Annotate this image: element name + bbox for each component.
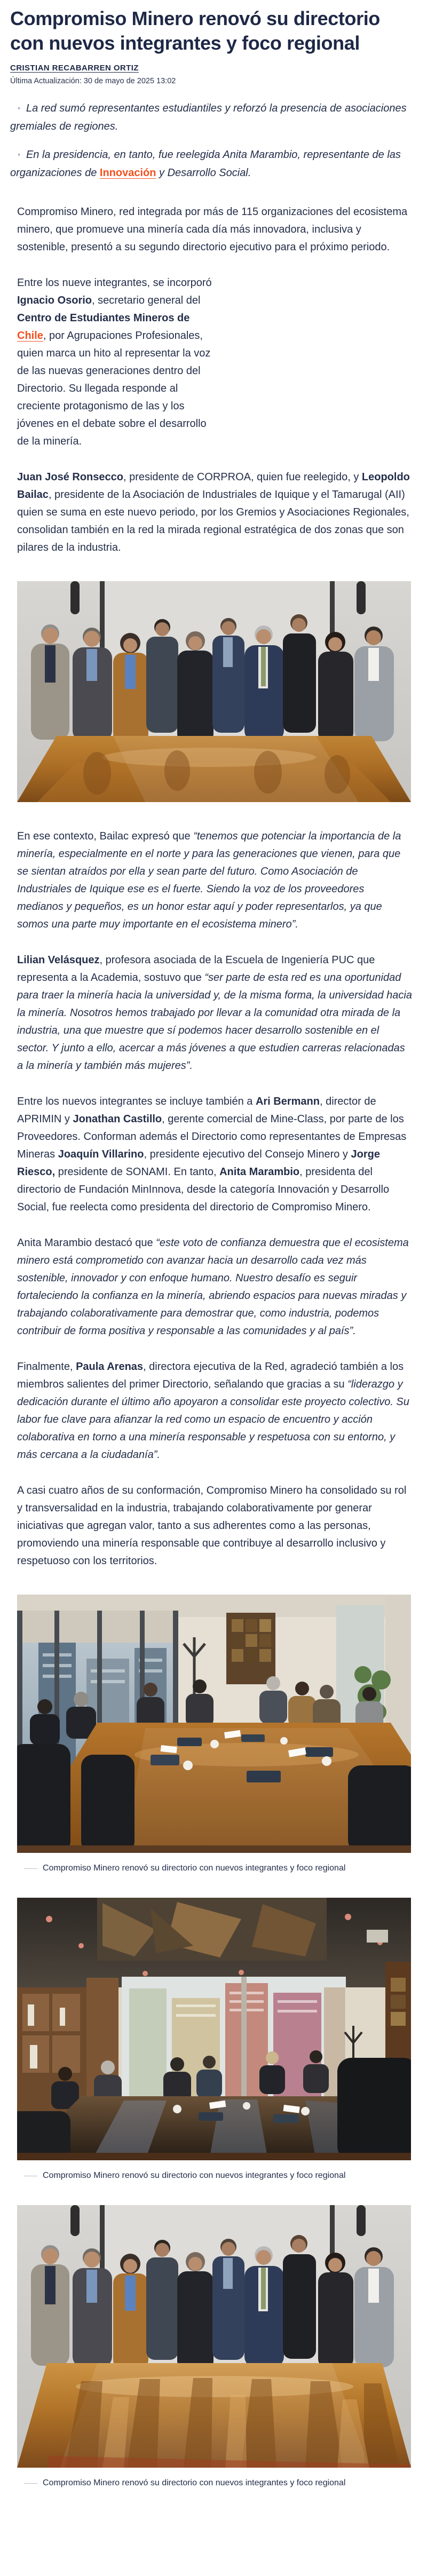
quote-text: “liderazgo y dedicación durante el último año apoyaron a consolidar este proyecto colectivo. Su labor fue clave para afianzar la red como un espacio de encuentro y acción colaborativa en torno a una minería responsable y respetuosa con su entorno, y más cercana a la ciudadanía”. [17,1378,409,1461]
photo-caption [24,2477,412,2489]
text-segment: Entre los nuevos integrantes se incluye también a [17,1096,256,1107]
article-paragraph [17,952,412,1075]
photo-directorio-group-1 [17,581,411,802]
text-segment: , directora ejecutiva de la Red, agradeció también a los miembros salientes del primer Directorio, señalando que gracias a su [17,1361,404,1390]
text-segment: , director de APRIMIN y [17,1096,376,1125]
innovacion-link[interactable]: Innovación [99,167,156,179]
article-photo-boardroom [17,1595,412,1874]
photo-caption [24,2170,412,2182]
text-segment: Finalmente, [17,1361,76,1373]
article-photo-boardroom-wide [17,1898,412,2182]
page-title: Compromiso Minero renovó su directorio con nuevos integrantes y foco regional [10,7,380,54]
person-name: Ignacio Osorio [17,295,92,306]
text-segment: y Desarrollo Social. [156,167,251,179]
bullet-circle-icon: ◦ [18,104,20,112]
text-segment: En ese contexto, Bailac expresó que [17,830,194,842]
byline-row [10,64,412,73]
person-name: Ari Bermann [255,1096,320,1107]
caption-text: Compromiso Minero renovó su directorio con nuevos integrantes y foco regional [43,2478,346,2487]
quote-text: “este voto de confianza demuestra que el ecosistema minero está comprometido con avanzar hacia un desarrollo cada vez más sostenible, innovador y con enfoque humano. Nuestro desafío es seguir fortaleciendo la confianza en la minería, abriendo espacios para nuevas miradas y trabajando colaborativamente para demostrar que, como industria, podemos contribuir de forma positiva y responsable a las comunidades y al país”. [17,1237,409,1337]
summary-bullet [10,100,412,136]
article-photo-group-standing-2 [17,2205,412,2489]
photo-directorio-group-2 [17,2205,411,2468]
text-segment: , presidenta del directorio de Fundación MinInnova, desde la categoría Innovación y Desarrollo Social, fue reelecta como presidenta del directorio de Compromiso Minero. [17,1166,390,1213]
text-segment: Entre los nueve integrantes, se incorporó [17,277,212,289]
person-name: Jorge Riesco, [17,1148,380,1178]
text-segment: , profesora asociada de la Escuela de Ingeniería PUC que representa a la Academia, sostuvo que [17,954,375,984]
person-name: Joaquín Villarino [58,1148,144,1160]
article-paragraph [17,469,412,557]
summary-bullet [10,146,412,182]
photo-caption [24,1862,412,1874]
text-segment: A casi cuatro años de su conformación, Compromiso Minero ha consolidado su rol y transversalidad en la industria, trabajando colaborativamente por generar iniciativas que agregan valor, tanto a sus adherentes como a las personas, promoviendo una minería responsable que contribuye al desarrollo inclusivo y respetuoso con los territorios. [17,1485,407,1567]
person-name: Juan José Ronsecco [17,471,123,483]
text-segment: Compromiso Minero, red integrada por más de 115 organizaciones del ecosistema minero, que promueve una minería cada día más innovadora, inclusiva y sostenible, presentó a su segundo directorio ejecutivo para el próximo periodo. [17,206,408,253]
text-segment: , secretario general del [92,295,201,306]
text-segment: En la presidencia, en tanto, fue reelegida Anita Marambio, representante de las organizaciones de [10,149,401,179]
person-name: Leopoldo Bailac [17,471,410,501]
photo-directorio-meeting-1 [17,1595,411,1853]
bullet-circle-icon: ◦ [18,150,20,158]
author-link[interactable]: CRISTIAN RECABARREN ORTIZ [10,64,139,73]
org-name: Centro de Estudiantes Mineros de [17,312,190,324]
article-paragraph [17,1093,412,1216]
article-photo-group-standing [17,581,412,802]
person-name: Lilian Velásquez [17,954,100,966]
person-name: Paula Arenas [76,1361,144,1373]
caption-dash [24,2483,37,2484]
chile-link[interactable]: Chile [17,330,43,342]
text-segment: Anita Marambio destacó que [17,1237,156,1249]
article-paragraph [17,828,412,933]
quote-text: “ser parte de esta red es una oportunidad para traer la minería hacia la universidad y, de la misma forma, la universidad hacia la minería. Nosotros hemos trabajado por llevar a la comunidad otra mirada de la industria, una que muestre que sí podemos hacer desarrollo sostenible en el sector. Y junto a ello, acercar a más jóvenes a que estudien carreras relacionadas a la minería y también más mujeres”. [17,972,412,1072]
article-paragraph [17,274,213,450]
caption-text: Compromiso Minero renovó su directorio con nuevos integrantes y foco regional [43,2171,346,2180]
article-paragraph [17,1482,412,1570]
person-name: Anita Marambio [219,1166,300,1178]
article-paragraph [17,1234,412,1340]
article-paragraph [17,203,412,256]
photo-directorio-meeting-2 [17,1898,411,2160]
text-segment: , presidente de la Asociación de Industriales de Iquique y el Tamarugal (AII) quien se suma en este nuevo periodo, por los Gremios y Asociaciones Regionales, consolidan también en la red la mirada regional estratégica de dos zonas que son pilares de la industria. [17,489,409,553]
text-segment: , por Agrupaciones Profesionales, quien marca un hito al representar la voz de las nuevas generaciones dentro del Directorio. Su llegada responde al creciente protagonismo de las y los jóvenes en el debate sobre el desarrollo de la minería. [17,330,211,447]
text-segment: , presidente ejecutivo del Consejo Minero y [144,1148,351,1160]
text-segment: La red sumó representantes estudiantiles y reforzó la presencia de asociaciones gremiales de regiones. [10,102,407,132]
text-segment: , gerente comercial de Mine-Class, por parte de los Proveedores. Conforman además el Directorio como representantes de Empresas Mineras [17,1113,407,1160]
summary-bullets [10,100,412,182]
caption-dash [24,1868,37,1869]
caption-text: Compromiso Minero renovó su directorio con nuevos integrantes y foco regional [43,1864,346,1873]
text-segment: , presidente de CORPROA, quien fue reelegido, y [123,471,362,483]
person-name: Jonathan Castillo [73,1113,162,1125]
article-paragraph [17,1358,412,1464]
last-updated: Última Actualización: 30 de mayo de 2025 13:02 [10,77,176,85]
quote-text: “tenemos que potenciar la importancia de la minería, especialmente en el norte y para las generaciones que vienen, para que se sientan atraídos por ella y sean parte del futuro. Como Asociación de Industriales de Iquique ese es el fuerte. Siendo la voz de los proveedores medianos y pequeños, es un honor estar aquí y poder representarlos, ya que somos una parte muy importante en el ecosistema minero”. [17,830,401,930]
text-segment: presidente de SONAMI. En tanto, [55,1166,220,1178]
